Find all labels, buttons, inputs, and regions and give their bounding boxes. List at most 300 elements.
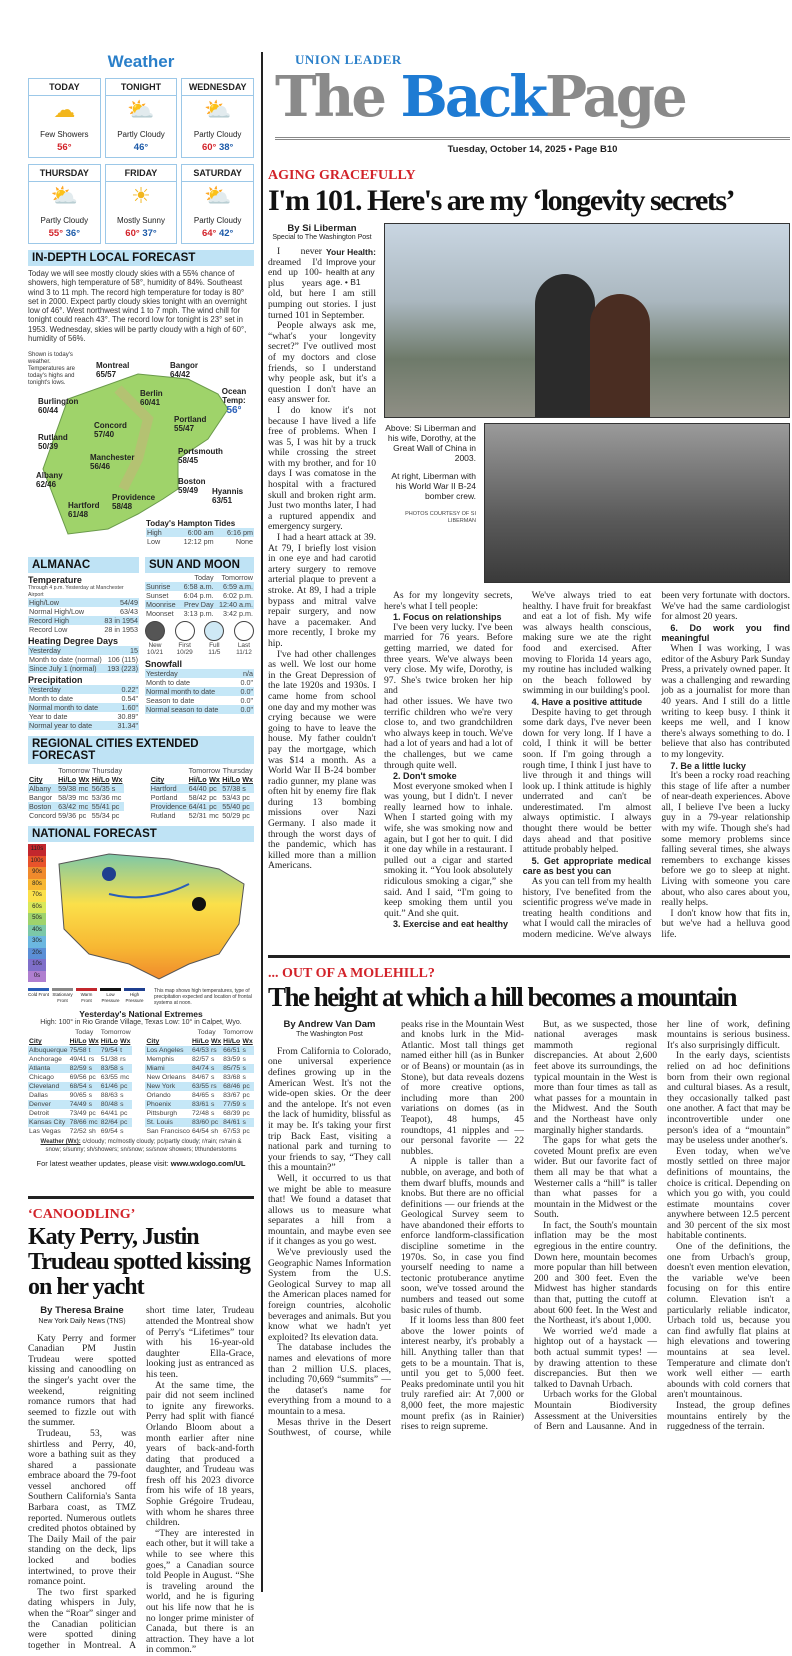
column-header: Wx	[120, 1038, 131, 1046]
forecast-condition: Partly Cloudy	[193, 130, 242, 139]
temp-legend-band: 110s	[28, 844, 46, 856]
column-header: Wx	[242, 1038, 253, 1046]
table-cell: 83 in 1954	[96, 616, 139, 625]
city-temps: 58/48	[112, 502, 133, 512]
table-cell: 50/29	[222, 811, 241, 821]
table-cell: 85/75	[223, 1065, 241, 1073]
city-row	[28, 1100, 132, 1109]
subhead: 6. Do work you find meaningful	[661, 622, 790, 644]
table-cell: Anchorage	[29, 1056, 62, 1064]
temp-legend-band: 60s	[28, 902, 46, 914]
table-cell: pc	[88, 1110, 96, 1118]
forecast-day: TODAY	[29, 79, 100, 96]
table-cell: 12:40 a.m.	[215, 600, 254, 609]
table-cell: 58/42	[188, 793, 207, 803]
article2-headline[interactable]: The height at which a hill becomes a mountain	[268, 981, 737, 1012]
table-cell: pc	[242, 1128, 250, 1136]
column-header: Hi/Lo	[191, 1038, 209, 1046]
table-cell: pc	[210, 1118, 222, 1127]
sun-moon-title: SUN AND MOON	[145, 557, 254, 573]
paragraph: But, as we suspected, those national averages mask mammoth regional discrepancies. At about 2,600 feet above its surroundings, the typical mountain in the West is more than four times as tall as what passes for a mountain in the Midwest. And the South and the Northeast have only marginally higher standards.	[534, 1018, 657, 1136]
temp-legend-band: 10s	[28, 959, 46, 971]
day-label: Thursday	[92, 766, 123, 776]
forecast-high: 60°	[125, 228, 140, 239]
city-row	[150, 811, 254, 820]
table-cell: 55/34	[91, 811, 110, 821]
column-header: Tomorrow	[221, 573, 253, 583]
city-name: Concord	[94, 421, 127, 431]
table-cell: 53/43	[222, 793, 241, 803]
byline-name: By Si Liberman	[287, 223, 357, 234]
table-cell: pc	[209, 793, 217, 803]
paragraph: In fact, the South's mountain inflation may be the most egregious in the entire country. Down here, mountain becomes more popular than hill between 200 and 300 feet. Even the Midwest has higher standards than that, putting the cutoff at about 600 feet. In the West and the Northeast, it's about 1,000.	[534, 1219, 657, 1327]
paragraph: I've had other challenges as well. We lost our home in the Great Depression of the late 1920s and 1930s. I came home from school one day and my mother was crying because we were going to have to leave the house. My father couldn't pay the mortgage, which was $14 a month. As a World War II B-24 bomber radio gunner, my plane was often hit by enemy fire flak during 13 bombing missions over Nazi Germany. I also made it through the worst days of the pandemic, which has killed more than a million Americans.	[268, 648, 376, 872]
table-cell: s	[242, 1064, 254, 1073]
high-pressure-icon	[102, 867, 116, 881]
paragraph: One of the definitions, the one from Urbach's group, doesn't even mention elevation, the variable we've been focusing on for this entire column. Elevation isn't a particularly reliable indicator, Urbach told us, because you can find awfully flat plains at high elevations and towering mountains at sea level. Temperature and climate don't work well either — earth abounds with cold corners that aren't mountainous.	[667, 1241, 790, 1401]
city-name: Portland	[174, 415, 207, 425]
table-cell: 66/51	[223, 1047, 241, 1055]
table-cell: 84/65	[191, 1092, 209, 1100]
table-cell: 64/41	[188, 802, 207, 812]
table-cell: s	[120, 1092, 124, 1100]
forecast-low: 38°	[218, 142, 234, 153]
table-cell: Sunset	[146, 591, 169, 601]
city-name: Burlington	[38, 397, 79, 407]
table-cell: pc	[241, 802, 254, 811]
column-header: Wx	[209, 775, 220, 785]
national-map	[28, 844, 254, 986]
table-cell	[28, 766, 57, 775]
ocean-temp	[214, 387, 254, 416]
paragraph: Trudeau, 53, was shirtless and Perry, 40, wore a bathing suit as they shared a passionate embrace aboard the 79-foot vessel anchored off Southern California's Santa Barbara coast, as TMZ reported. Numerous outlets credited photos obtained by The Daily Mail of the pair standing on the deck, lips locked and bodies intertwined, to prove their romance point.	[28, 1427, 136, 1588]
city-name: Hartford	[68, 501, 100, 511]
header-row	[145, 1037, 254, 1046]
day-label: Tomorrow	[100, 1029, 131, 1037]
forecast-temps	[29, 142, 100, 153]
sun-moon-row	[145, 609, 254, 618]
table-cell: 0.54"	[121, 694, 138, 704]
table-row	[145, 696, 254, 705]
city-temps: 65/57	[96, 370, 117, 380]
temp-legend-band: 30s	[28, 936, 46, 948]
table-cell: s	[210, 1056, 215, 1064]
article2-kicker: ... OUT OF A MOLEHILL?	[268, 965, 435, 981]
tide-row	[146, 528, 254, 537]
table-cell: 84/67	[191, 1074, 209, 1082]
front-legend-item: Warm Front	[76, 988, 97, 1003]
column-header: Hi/Lo	[58, 775, 77, 785]
local-forecast-text: Today we will see mostly cloudy skies with a 55% chance of showers, high temperature of 58°, humidity of 84%. Southeast wind 3 to 11 mph. The record high temperature for today is 80° set in 2000. Expect partly cloudy skies tonight with an overnight low of 46°. West northwest wind 1 to 7 mph. The wind chill for tonight could reach 43°. The record low for tonight is 23° set in 1953. Wednesday, skies will be partly cloudy with a high of 60°, humidity of 56%.	[28, 269, 247, 344]
table-cell: pc	[111, 802, 124, 811]
photo-caption-2: At right, Liberman with his World War II B-24 bomber crew.	[391, 471, 476, 501]
column-header: City	[150, 775, 165, 785]
city-temps: 57/40	[94, 430, 115, 440]
map-city	[68, 501, 100, 519]
ocean-temp-value: 56°	[226, 405, 242, 417]
subhead: 5. Get appropriate medical care as best you can	[522, 855, 652, 877]
table-cell: 12:12 pm	[183, 537, 214, 547]
paragraph: “They are interested in each other, but it will take a while to see where this goes,” a Canadian source told People in August. “She is traveling around the world, and he is figuring out his life now that he is no longer prime minister of Canada, but there is an attraction. They have a lot in common.”	[146, 1527, 254, 1656]
front-legend-item: Low Pressure	[100, 988, 121, 1003]
forecast-high: 56°	[57, 142, 72, 153]
wx-key-label: Weather (Wx):	[40, 1139, 81, 1146]
day-label: Thursday	[222, 766, 253, 776]
table-cell: s	[210, 1092, 215, 1100]
paragraph: Katy Perry and former Canadian PM Justin Trudeau were spotted kissing and canoodling on the singer's yacht over the weekend, reigniting romance rumors that had seemed to fizzle out with the summer.	[28, 1332, 136, 1429]
forecast-temps	[29, 228, 100, 239]
map-city	[96, 361, 129, 379]
table-cell: Orlando	[146, 1092, 171, 1100]
column-header: Wx	[111, 775, 123, 785]
table-cell: s	[210, 1100, 222, 1109]
city-name: Rutland	[38, 433, 68, 443]
table-cell: s	[120, 1128, 124, 1136]
table-cell: 0.0"	[240, 678, 253, 688]
table-cell: Detroit	[29, 1110, 50, 1118]
article1-headline[interactable]: I'm 101. Here's are my ‘longevity secrets’	[268, 184, 735, 217]
city-row	[28, 811, 124, 820]
table-cell: s	[210, 1064, 222, 1073]
table-cell: s	[119, 1064, 131, 1073]
table-cell: San Francisco	[146, 1128, 190, 1136]
partly-cloudy-icon: ⛅	[203, 97, 232, 122]
table-cell: Year to date	[29, 712, 68, 722]
table-cell: 83/58	[100, 1065, 118, 1073]
paragraph: I don't know how that fits in, but we've had a helluva good life.	[661, 907, 790, 940]
forecast-card	[28, 164, 101, 244]
day-label-row	[145, 1028, 254, 1037]
map-city	[112, 493, 155, 511]
weather-title: Weather	[107, 52, 175, 71]
table-cell: s	[242, 1074, 246, 1082]
health-promo[interactable]	[326, 247, 376, 287]
forecast-day: WEDNESDAY	[182, 79, 253, 96]
tides-title: Today's Hampton Tides	[146, 519, 236, 529]
sun-moon-row	[145, 600, 254, 609]
table-cell: pc	[88, 1074, 96, 1082]
temp-legend-band: 20s	[28, 948, 46, 960]
table-cell: 67/53	[223, 1128, 241, 1136]
header-row	[28, 775, 124, 784]
forecast-temps	[182, 228, 253, 239]
table-cell: 84/61	[223, 1119, 241, 1127]
phase-date: 11/5	[208, 649, 221, 657]
table-cell: 83/61	[191, 1101, 209, 1109]
subhead: 7. Be a little lucky	[670, 760, 746, 771]
table-row	[145, 705, 254, 714]
table-cell: Rutland	[150, 811, 176, 821]
city-row	[28, 1055, 132, 1064]
table-cell: s	[242, 1118, 254, 1127]
city-row	[28, 1082, 132, 1091]
city-row	[28, 802, 124, 811]
full-moon-icon	[204, 621, 224, 641]
table-row	[145, 669, 254, 678]
hdd-title: Heating Degree Days	[28, 636, 119, 647]
city-row	[145, 1118, 254, 1127]
updates-text: For latest weather updates, please visit:	[36, 1159, 169, 1169]
table-row	[28, 598, 139, 607]
table-cell: 106 (115)	[107, 655, 138, 665]
sun-moon-row	[145, 582, 254, 591]
left-column	[28, 52, 254, 1656]
table-cell: Month to date (normal)	[29, 655, 102, 665]
map-city	[140, 389, 163, 407]
table-cell: pc	[78, 811, 87, 821]
table-cell: 56/35	[91, 784, 110, 794]
extremes-title: Yesterday's National Extremes	[79, 1009, 203, 1020]
table-cell: s	[111, 784, 124, 793]
forecast-low: 46°	[133, 142, 149, 153]
table-cell: Record High	[28, 616, 96, 625]
day-label: Today	[197, 1029, 216, 1037]
city-temps: 62/46	[36, 480, 57, 490]
paragraph: As for my longevity secrets, here's what I tell people:	[384, 590, 513, 612]
table-cell: 6:16 pm	[215, 528, 254, 537]
article1-byline	[268, 223, 376, 241]
city-row	[28, 1064, 132, 1073]
paragraph: From California to Colorado, one universal experience defines growing up in the American West. It's not the wide-open skies. Or the deer and the antelope. It's not even the lack of humidity, blissful as it may be. It's taking your first trip Back East, visiting a national park and turning to your friends to say, “They call this a mountain?”	[268, 1045, 391, 1174]
front-legend-item: Stationary Front	[52, 988, 73, 1003]
column-header: Hi/Lo	[223, 1038, 241, 1046]
table-cell: 64/53	[191, 1047, 209, 1055]
table-cell: 63/55	[100, 1074, 118, 1082]
table-cell: 68/54	[69, 1083, 87, 1091]
table-cell: pc	[242, 1110, 250, 1118]
paragraph: We've previously used the Geographic Names Information System from the U.S. Geological Survey to map all the American places named for foreign countries, alcoholic beverages and animals. But you know what we hadn't yet exploited? Its elevation data.	[268, 1247, 391, 1343]
paragraph: Despite having to get through some dark days, I've never been down for very long. If I have a cold, I think it will be better soon. If I'm going through a rough time, I think I just have to live through it and things will look up. I think attitude is highly underrated and can't be underestimated. I'm almost always optimistic. I always thought there would be better days ahead and that positive attitude probably helped.	[522, 706, 652, 856]
temp-legend-band: 80s	[28, 879, 46, 891]
table-cell: s	[88, 1064, 100, 1073]
table-cell	[145, 573, 180, 582]
table-cell: 72/48	[191, 1110, 209, 1118]
city-row	[145, 1073, 254, 1082]
paragraph: I do know it's not because I have lived a life free of problems. When I was 5, I was hit by a truck while crossing the street with my brother, and for 10 days I was comatose in the hospital with a fractured skull and broken right arm. Just two months later, I had a ruptured appendix and emergency surgery.	[268, 404, 376, 533]
table-cell: Month to date	[29, 694, 73, 704]
column-header: Wx	[210, 1038, 222, 1046]
city-row	[145, 1082, 254, 1091]
table-cell: 63/55	[191, 1083, 209, 1091]
city-name: Portsmouth	[178, 447, 223, 457]
table-cell: Normal month to date	[145, 687, 236, 696]
forecast-condition: Mostly Sunny	[116, 216, 165, 225]
table-cell: Miami	[145, 1064, 190, 1073]
table-cell: 83/59	[223, 1056, 241, 1064]
forecast-high: 55°	[48, 228, 63, 239]
table-cell: Providence	[150, 802, 187, 812]
city-row	[145, 1091, 254, 1100]
forecast-condition: Few Showers	[40, 130, 89, 139]
table-cell: pc	[111, 811, 120, 821]
table-cell: Albuquerque	[29, 1047, 68, 1055]
masthead-rule	[275, 137, 790, 140]
table-cell: pc	[208, 802, 221, 811]
table-cell: Prev Day	[180, 600, 215, 609]
right-column	[268, 168, 790, 1439]
table-row	[28, 655, 139, 664]
table-cell: rs	[120, 1056, 126, 1064]
table-cell: mc	[111, 793, 122, 803]
table-cell: 63/42	[58, 802, 77, 812]
city-temps: 64/42	[170, 370, 191, 380]
day-label: Tomorrow	[188, 766, 221, 776]
table-cell: s	[242, 1046, 254, 1055]
paragraph: The two first sparked dating whispers in July, when the “Roar” singer and the Canadian politician were spotted dining together in Montreal. A short time later, Trudeau attended the Montreal show of Perry's “Lifetimes” tour with his 16-year-old daughter Ella-Grace, looking just as entranced as his teen.	[28, 1305, 254, 1651]
temp-legend-band: 90s	[28, 867, 46, 879]
sun-and-moon	[145, 557, 254, 714]
column-header: City	[146, 1038, 160, 1046]
table-cell: 69/54	[100, 1128, 118, 1136]
front-legend-item: High Pressure	[124, 988, 145, 1003]
article1-right	[384, 223, 790, 941]
regional-title: REGIONAL CITIES EXTENDED FORECAST	[28, 736, 254, 764]
table-cell: Normal High/Low	[29, 607, 85, 617]
table-cell: 72/52	[69, 1128, 87, 1136]
city-row	[28, 784, 124, 793]
table-row	[28, 607, 139, 616]
paragraph: As you can tell from my health history, I've benefited from the scientific progress we've made in treating health conditions and what I would call the miracles of modern medicine. We've always been very fortunate with doctors. We've had the same cardiologist for almost 20 years.	[522, 590, 790, 940]
city-row	[28, 793, 124, 802]
paragraph: If it looms less than 800 feet above the lower points of interest nearby, it's probably a hill. Anything taller than that gets to be a mountain. That is, until you get to 5,000 feet. Peaks predominate until you hit truly rarefied air: At 7,000 or 8,000 feet, the more majestic mount prefix (as in Rainier) rises to reign supreme.	[401, 1315, 524, 1433]
snowfall-title: Snowfall	[145, 659, 183, 670]
city-row	[28, 1118, 132, 1127]
new-moon-icon	[145, 621, 165, 641]
table-row	[28, 664, 139, 673]
table-cell: Phoenix	[145, 1100, 190, 1109]
city-name: Montreal	[96, 361, 130, 371]
table-cell: t	[88, 1046, 100, 1055]
table-cell: 82/59	[69, 1065, 87, 1073]
day-label-row	[150, 766, 254, 775]
forecast-card	[105, 78, 178, 158]
table-cell: 15	[105, 646, 139, 655]
great-wall-photo	[384, 223, 790, 418]
table-cell: Kansas City	[28, 1118, 69, 1127]
table-cell: pc	[119, 1082, 131, 1091]
updates-line	[28, 1159, 254, 1168]
moon-phase	[145, 621, 165, 656]
updates-link[interactable]: www.wxlogo.com/UL	[170, 1159, 246, 1169]
ocean-temp-label: Ocean Temp:	[221, 387, 247, 406]
table-cell: Yesterday	[145, 669, 236, 678]
table-cell: 64/41	[100, 1110, 118, 1118]
table-cell: Normal season to date	[145, 705, 236, 714]
sun-moon-row	[145, 591, 254, 600]
table-cell: 68/46	[223, 1083, 241, 1091]
table-cell: 1.60"	[112, 703, 139, 712]
table-cell: s	[88, 1100, 100, 1109]
table-row	[28, 616, 139, 625]
table-cell: 0.22"	[112, 685, 139, 694]
table-cell: s	[119, 1100, 131, 1109]
article3-headline[interactable]: Katy Perry, Justin Trudeau spotted kissing on her yacht	[28, 1224, 250, 1301]
table-cell: 53/36	[91, 793, 110, 803]
subhead: 4. Have a positive attitude	[531, 696, 643, 707]
map-city	[36, 471, 63, 489]
header-row	[28, 1037, 132, 1046]
paper-name: UNION LEADER	[295, 52, 402, 67]
local-forecast	[28, 250, 254, 343]
city-temps: 60/41	[140, 398, 161, 408]
forecast-day: SATURDAY	[182, 165, 253, 182]
table-cell: 6:04 p.m.	[183, 591, 214, 601]
city-name: Providence	[112, 493, 156, 503]
table-cell: Normal year to date	[28, 721, 112, 730]
partly-cloudy-icon: ⛅	[50, 183, 79, 208]
temp-legend-band: 50s	[28, 913, 46, 925]
temp-legend-band: 40s	[28, 925, 46, 937]
table-cell: New Orleans	[146, 1074, 186, 1082]
forecast-cards	[28, 78, 254, 244]
table-cell: 78/66	[69, 1119, 87, 1127]
table-cell: Month to date	[146, 678, 190, 688]
table-row	[28, 685, 139, 694]
forecast-temps	[106, 228, 177, 239]
temp-legend-band: 100s	[28, 856, 46, 868]
forecast-temps	[182, 142, 253, 153]
map-city	[178, 477, 206, 495]
table-cell: pc	[120, 1110, 128, 1118]
table-cell: 82/64	[100, 1119, 118, 1127]
city-temps: 56/46	[90, 462, 111, 472]
moon-phase	[204, 621, 224, 656]
article3-body	[28, 1306, 254, 1656]
city-temps: 60/44	[38, 406, 59, 416]
table-cell: 193 (223)	[105, 664, 139, 673]
precip-title: Precipitation	[28, 675, 83, 686]
city-row	[145, 1100, 254, 1109]
city-name: Bangor	[170, 361, 198, 371]
table-cell: pc	[242, 793, 250, 803]
paragraph: People always ask me, “what's your longevity secret?” I've outlived most of my doctors and close friends, so I understand why people ask, but it's a question I don't have an easy answer for.	[268, 320, 376, 406]
paragraph: We worried we'd made a hightop out of a haystack — both actual summit types! — by drawing attention to these discrepancies. But then we talked to Davnah Urbach.	[534, 1325, 657, 1390]
table-cell: Boston	[28, 802, 57, 811]
table-cell: Normal month to date	[28, 703, 112, 712]
table-cell: rs	[210, 1046, 222, 1055]
map-city	[212, 487, 243, 505]
table-row	[28, 721, 139, 730]
city-temps: 63/51	[212, 496, 233, 506]
table-cell: mc	[209, 811, 219, 821]
table-cell: s	[210, 1110, 215, 1118]
table-cell: 6:59 a.m.	[215, 582, 254, 591]
table-cell: 6:00 am	[170, 528, 215, 537]
table-cell: Moonrise	[145, 600, 180, 609]
table-cell: 54/49	[96, 598, 139, 607]
map-city	[90, 453, 134, 471]
forecast-day: TONIGHT	[106, 79, 177, 96]
promo-text: Improve your health at any age. • B1	[326, 257, 376, 287]
paragraph: I had a heart attack at 39. At 79, I briefly lost vision in one eye and had carotid artery surgery to remove arterial plaque to prevent a stroke. At 89, I had a triple bypass and mitral valve repair surgery, and now have a pacemaker. And more recently, I broke my hip.	[268, 532, 376, 649]
city-name: Boston	[178, 477, 206, 487]
front-legend-item: Cold Front	[28, 988, 49, 1003]
table-cell: Sunrise	[145, 582, 180, 591]
national-forecast	[28, 826, 254, 1168]
table-cell: Las Vegas	[29, 1128, 61, 1136]
sun-icon: ☀	[131, 183, 151, 208]
article2-byline	[268, 1020, 391, 1041]
sun-header-row	[145, 573, 254, 582]
forecast-temps	[106, 142, 177, 153]
map-city	[38, 397, 78, 415]
table-cell: 0.0"	[236, 687, 254, 696]
city-row	[145, 1127, 254, 1136]
article2	[268, 955, 790, 1439]
city-name: Berlin	[140, 389, 163, 399]
table-cell: 74/49	[69, 1101, 87, 1109]
forecast-high: 64°	[201, 228, 217, 239]
